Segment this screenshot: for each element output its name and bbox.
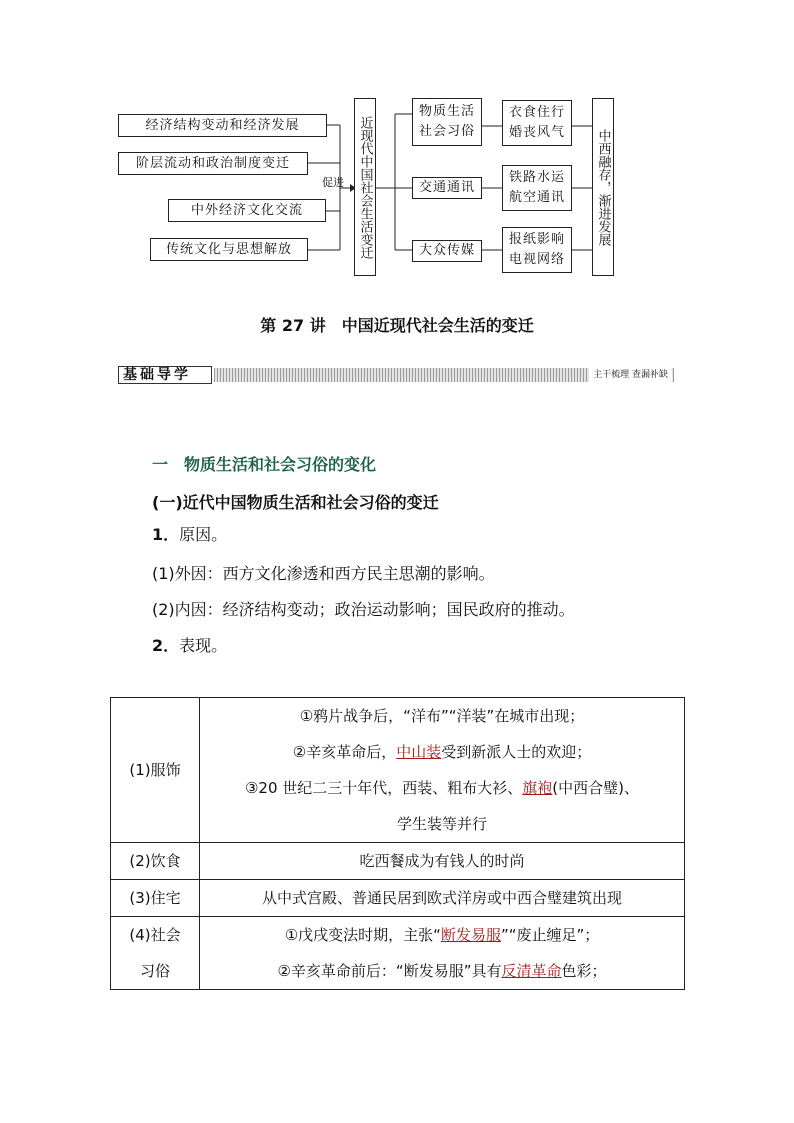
center-box: [354, 98, 376, 276]
table-row: [111, 843, 685, 880]
lesson-title: 第 27 讲 中国近现代社会生活的变迁: [260, 316, 534, 335]
content-line: ①鸦片战争后，“洋布”“洋装”在城市出现；: [299, 707, 585, 725]
item-1-1: (1)外因：西方文化渗透和西方民主思潮的影响。: [152, 564, 495, 583]
detail-line: 婚丧风气: [508, 125, 565, 140]
result-box: [592, 98, 614, 276]
text-segment: ③20 世纪二三十年代，西装、粗布大衫、: [244, 779, 523, 797]
aspect-text: 物质生活社会习俗: [418, 104, 475, 139]
aspect-box-transport: 交通通讯: [412, 177, 482, 199]
manifestation-table: [110, 697, 685, 990]
cause-box-economy: 经济结构变动和经济发展: [118, 114, 327, 137]
row-content: [200, 698, 685, 843]
text-segment: ①戊戌变法时期，主张“: [284, 926, 441, 944]
row-content: 从中式宫殿、普通民居到欧式洋房或中西合璧建筑出现: [200, 880, 685, 917]
item-2: [152, 633, 227, 656]
item-number: 1．: [152, 525, 180, 544]
row-label: (1)服饰: [111, 698, 200, 843]
detail-line: 报纸影响: [508, 232, 565, 247]
diagram-connectors: [0, 0, 794, 300]
detail-box-transport: [502, 165, 572, 211]
text-segment: 色彩；: [561, 962, 607, 980]
item-1-2: (2)内因：经济结构变动；政治运动影响；国民政府的推动。: [152, 600, 575, 619]
content-line: [204, 917, 680, 953]
row-content: [200, 917, 685, 990]
table-row: [111, 880, 685, 917]
label-line: 习俗: [139, 962, 170, 980]
text-segment: (中西合璧)、: [552, 779, 640, 797]
result-text: 中西融存，渐进发展: [595, 128, 611, 246]
item-number: 2．: [152, 636, 180, 655]
detail-line: 衣食住行: [508, 105, 565, 120]
cause-box-thought: 传统文化与思想解放: [150, 238, 308, 261]
center-text: 近现代中国社会生活变迁: [357, 115, 373, 259]
table-row: [111, 698, 685, 843]
text-segment: ”“废止缠足”；: [500, 926, 600, 944]
detail-box-daily-life: [502, 100, 572, 146]
row-label: [111, 917, 200, 990]
key-term: 断发易服: [440, 926, 501, 944]
key-term: 反清革命: [501, 962, 562, 980]
sub-heading: (一)近代中国物质生活和社会习俗的变迁: [152, 493, 439, 512]
detail-line: 航空通讯: [508, 190, 565, 205]
key-term: 旗袍: [522, 779, 553, 797]
row-label: (3)住宅: [111, 880, 200, 917]
promote-label: 促进: [322, 176, 344, 189]
section-bar: [118, 366, 674, 384]
content-line: [204, 953, 680, 989]
aspect-box-material: [412, 98, 482, 146]
row-label: (2)饮食: [111, 843, 200, 880]
detail-box-media: [502, 227, 572, 273]
text-segment: 受到新派人士的欢迎；: [441, 743, 592, 761]
table-row: [111, 917, 685, 990]
item-1: [152, 522, 227, 545]
text-segment: ②辛亥革命后，: [292, 743, 397, 761]
aspect-box-media: 大众传媒: [412, 240, 482, 262]
content-line: [204, 734, 680, 770]
item-text: 表现。: [179, 636, 228, 655]
key-term: 中山装: [396, 743, 442, 761]
item-text: 原因。: [179, 525, 228, 544]
detail-line: 电视网络: [508, 252, 565, 267]
section-bar-note: 主干梳理 查漏补缺: [589, 368, 672, 382]
section-bar-label: 基础导学: [118, 366, 212, 384]
text-segment: ②辛亥革命前后：“断发易服”具有: [277, 962, 502, 980]
cause-box-exchange: 中外经济文化交流: [168, 199, 326, 222]
detail-line: 铁路水运: [508, 170, 565, 185]
label-line: (4)社会: [129, 926, 181, 944]
cause-box-politics: 阶层流动和政治制度变迁: [118, 152, 308, 175]
row-content: 吃西餐成为有钱人的时尚: [200, 843, 685, 880]
content-line: 学生装等并行: [396, 815, 487, 833]
section-heading: 一 物质生活和社会习俗的变化: [152, 455, 377, 474]
content-line: [204, 770, 680, 806]
